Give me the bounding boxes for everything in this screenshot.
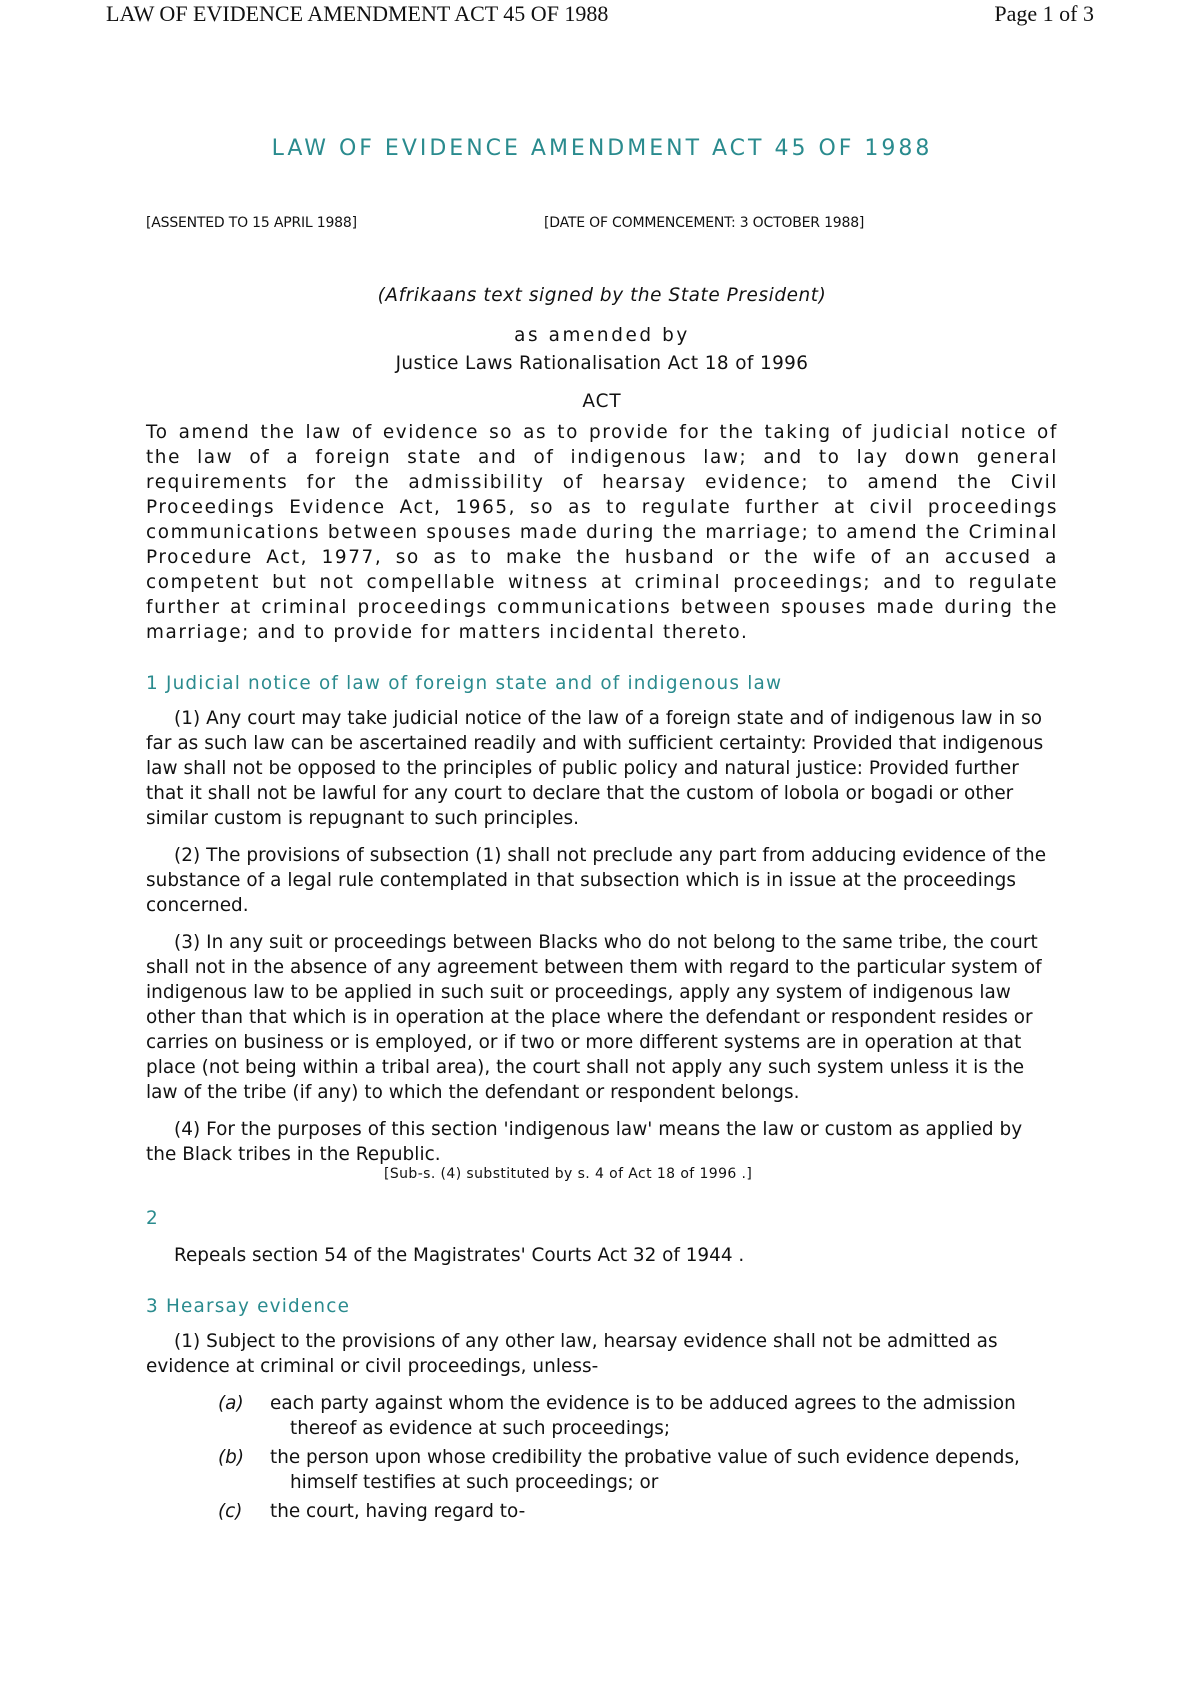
amending-act: Justice Laws Rationalisation Act 18 of 1996 bbox=[395, 353, 809, 374]
section-1-heading: 1 Judicial notice of law of foreign state and of indigenous law bbox=[146, 673, 783, 694]
header-page-number: Page 1 of 3 bbox=[994, 1, 1094, 26]
list-item-text: the court, having regard to- bbox=[270, 1501, 526, 1522]
document-body bbox=[146, 120, 1058, 1528]
section-3-paragraph-list bbox=[146, 1391, 1058, 1524]
signature-note: (Afrikaans text signed by the State President) bbox=[377, 285, 827, 306]
list-item bbox=[218, 1391, 1058, 1441]
section-3-subsection-1: (1) Subject to the provisions of any other law, hearsay evidence shall not be admitted as evidence at criminal or civil proceedings, unless- bbox=[146, 1331, 998, 1377]
section-1-subsection-3: (3) In any suit or proceedings between Blacks who do not belong to the same tribe, the court shall not in the absence of any agreement between them with regard to the particular system of indigenous law to be applied in such suit or proceedings, apply any system of indigenous law other than that which is in operation at the place where the defendant or respondent resides or carries on business or is employed, or if two or more different systems are in operation at that place (not being within a tribal area), the court shall not apply any such system unless it is the law of the tribe (if any) to which the defendant or respondent belongs. bbox=[146, 932, 1042, 1103]
assent-date: [ASSENTED TO 15 APRIL 1988] bbox=[146, 215, 357, 231]
section-2-number: 2 bbox=[146, 1208, 158, 1229]
section-2-text: Repeals section 54 of the Magistrates' Courts Act 32 of 1944 . bbox=[174, 1245, 745, 1266]
long-title: To amend the law of evidence so as to provide for the taking of judicial notice of the law of a foreign state and of indigenous law; and to lay down general requirements for the admissibility of hearsay evidence; to amend the Civil Proceedings Evidence Act, 1965, so as to regulate further at civil proceedings communications between spouses made during the marriage; to amend the Criminal Procedure Act, 1977, so as to make the husband or the wife of an accused a competent but not compellable witness at criminal proceedings; and to regulate further at criminal proceedings communications between spouses made during the marriage; and to provide for matters incidental thereto. bbox=[146, 422, 1058, 643]
section-3-heading: 3 Hearsay evidence bbox=[146, 1296, 351, 1317]
list-item-label: (b) bbox=[218, 1447, 245, 1468]
commencement-date: [DATE OF COMMENCEMENT: 3 OCTOBER 1988] bbox=[544, 215, 865, 231]
amended-by-label: as amended by bbox=[514, 325, 690, 346]
list-item-text: the person upon whose credibility the probative value of such evidence depends, himself testifies at such proceedings; or bbox=[270, 1447, 1020, 1493]
list-item bbox=[218, 1499, 1058, 1524]
list-item-text: each party against whom the evidence is to be adduced agrees to the admission thereof as evidence at such proceedings; bbox=[270, 1393, 1016, 1439]
act-label: ACT bbox=[582, 391, 622, 412]
header-document-title: LAW OF EVIDENCE AMENDMENT ACT 45 OF 1988 bbox=[106, 1, 609, 26]
list-item bbox=[218, 1445, 1058, 1495]
list-item-label: (c) bbox=[218, 1501, 243, 1522]
amendment-note: [Sub-s. (4) substituted by s. 4 of Act 18 of 1996 .] bbox=[384, 1166, 753, 1182]
section-1-subsection-2: (2) The provisions of subsection (1) shall not preclude any part from adducing evidence of the substance of a legal rule contemplated in that subsection which is in issue at the proceedings concerned. bbox=[146, 845, 1047, 916]
act-title: LAW OF EVIDENCE AMENDMENT ACT 45 OF 1988 bbox=[271, 136, 933, 161]
page-header bbox=[106, 0, 1094, 32]
list-item-label: (a) bbox=[218, 1393, 244, 1414]
section-1-subsection-1: (1) Any court may take judicial notice of the law of a foreign state and of indigenous law in so far as such law can be ascertained readily and with sufficient certainty: Provided that indigenous law shall not be opposed to the principles of public policy and natural justice: Provided further that it shall not be lawful for any court to declare that the custom of lobola or bogadi or other similar custom is repugnant to such principles. bbox=[146, 708, 1044, 829]
section-1-subsection-4: (4) For the purposes of this section 'indigenous law' means the law or custom as applied by the Black tribes in the Republic. bbox=[146, 1119, 1023, 1165]
act-dates bbox=[146, 213, 1058, 237]
